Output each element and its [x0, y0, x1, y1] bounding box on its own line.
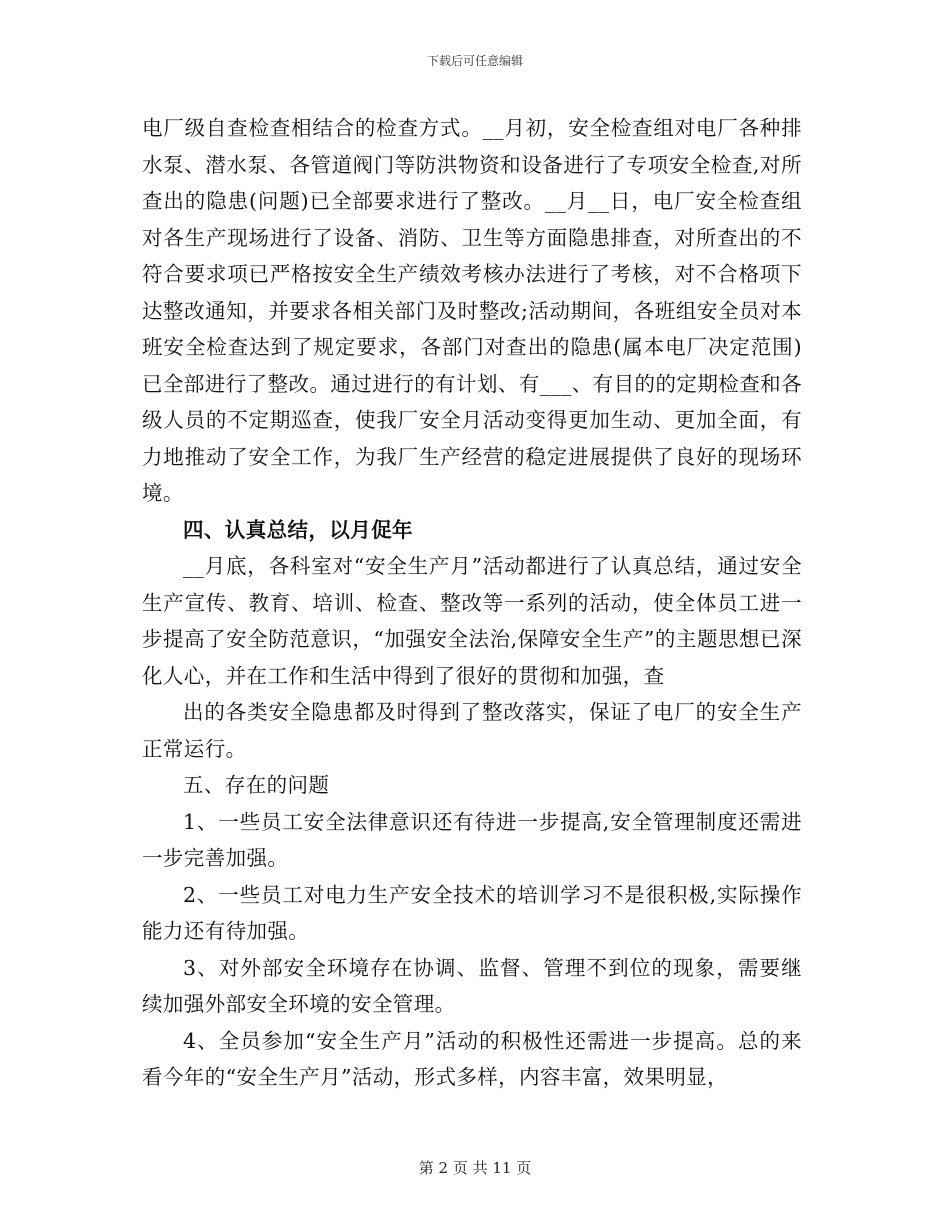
problem-item-1: 1、一些员工安全法律意识还有待进一步提高,安全管理制度还需进一步完善加强。 [142, 809, 802, 870]
paragraph-summary-continued: 出的各类安全隐患都及时得到了整改落实，保证了电厂的安全生产正常运行。 [142, 700, 802, 761]
page-number: 第 2 页 共 11 页 [418, 1159, 532, 1177]
section-heading-4: 四、认真总结，以月促年 [183, 517, 413, 542]
problem-item-3: 3、对外部安全环境存在协调、监督、管理不到位的现象，需要继续加强外部安全环境的安全管理。 [142, 955, 802, 1016]
document-body [142, 110, 802, 1096]
section-heading-5: 五、存在的问题 [183, 773, 330, 797]
paragraph-summary: __月底，各科室对“安全生产月”活动都进行了认真总结，通过安全生产宣传、教育、培训、检查、整改等一系列的活动，使全体员工进一步提高了安全防范意识，“加强安全法治,保障安全生产”的主题思想已深化人心，并在工作和生活中得到了很好的贯彻和加强，查 [142, 554, 802, 688]
problem-item-2: 2、一些员工对电力生产安全技术的培训学习不是很积极,实际操作能力还有待加强。 [142, 882, 802, 943]
problem-item-4: 4、全员参加“安全生产月”活动的积极性还需进一步提高。总的来看今年的“安全生产月”活动，形式多样，内容丰富，效果明显， [142, 1028, 802, 1089]
header-note: 下载后可任意编辑 [426, 54, 523, 68]
paragraph-inspection: 电厂级自查检查相结合的检查方式。__月初，安全检查组对电厂各种排水泵、潜水泵、各管道阀门等防洪物资和设备进行了专项安全检查,对所查出的隐患(问题)已全部要求进行了整改。__月__日，电厂安全检查组对各生产现场进行了设备、消防、卫生等方面隐患排查，对所查出的不符合要求项已严格按安全生产绩效考核办法进行了考核，对不合格项下达整改通知，并要求各相关部门及时整改;活动期间，各班组安全员对本班安全检查达到了规定要求，各部门对查出的隐患(属本电厂决定范围)已全部进行了整改。通过进行的有计划、有___、有目的的定期检查和各级人员的不定期巡查，使我厂安全月活动变得更加生动、更加全面，有力地推动了安全工作，为我厂生产经营的稳定进展提供了良好的现场环境。 [142, 116, 802, 505]
